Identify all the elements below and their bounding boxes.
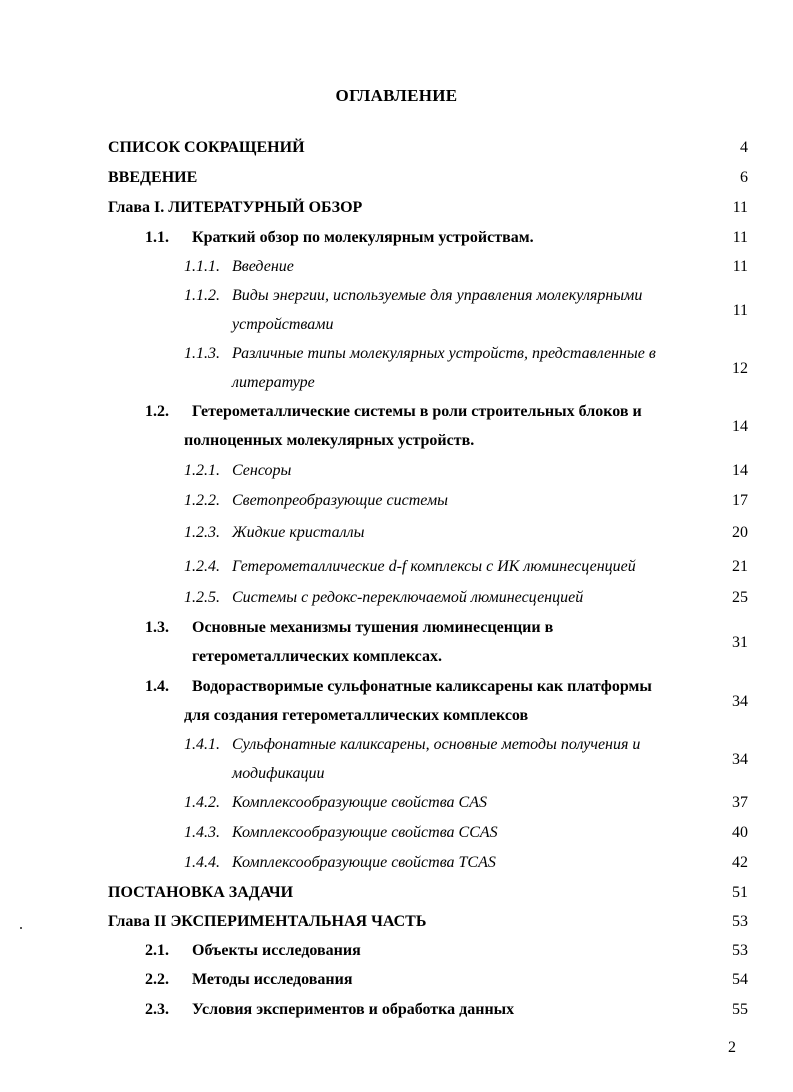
toc-entry-text: Комплексообразующие свойства CAS [232, 794, 487, 811]
toc-entry-page: 4 [740, 139, 748, 156]
toc-entry-page: 6 [740, 169, 748, 186]
toc-entry-text: Различные типы молекулярных устройств, представленные в [232, 345, 656, 362]
toc-entry-number: 1.1.1. [184, 258, 220, 275]
toc-entry-page: 51 [732, 884, 748, 901]
toc-entry-text: гетерометаллических комплексах. [192, 648, 442, 665]
toc-entry-text: модификации [232, 765, 325, 782]
toc-entry-number: 2.3. [145, 1001, 169, 1018]
page-number: 2 [728, 1039, 736, 1056]
toc-entry-page: 11 [732, 302, 748, 319]
toc-entry-text: для создания гетерометаллических комплексов [184, 707, 529, 724]
toc-entry-text: полноценных молекулярных устройств. [184, 432, 475, 449]
toc-entry-text: Гетерометаллические системы в роли строительных блоков и [192, 403, 642, 420]
toc-entry-page: 14 [732, 462, 748, 479]
toc-entry-page: 37 [732, 794, 748, 811]
toc-entry-number: 1.1. [145, 229, 169, 246]
toc-entry-text: СПИСОК СОКРАЩЕНИЙ [108, 139, 305, 156]
toc-entry-text: ВВЕДЕНИЕ [108, 169, 198, 186]
toc-entry-number: 2.2. [145, 971, 169, 988]
toc-entry-text: ПОСТАНОВКА ЗАДАЧИ [108, 884, 294, 901]
toc-entry-number: 1.2.3. [184, 524, 220, 541]
toc-entry-page: 53 [732, 942, 748, 959]
toc-entry-number: 1.2.1. [184, 462, 220, 479]
toc-entry-text: Системы с редокс-переключаемой люминесценцией [232, 589, 584, 606]
toc-entry-text: Глава I. ЛИТЕРАТУРНЫЙ ОБЗОР [108, 199, 363, 216]
toc-entry-text: Условия экспериментов и обработка данных [192, 1001, 515, 1018]
toc-entry-text: Сенсоры [232, 462, 292, 479]
toc-entry-text: литературе [232, 374, 315, 391]
toc-entry-page: 40 [732, 824, 748, 841]
toc-entry-page: 12 [732, 360, 748, 377]
toc-entry-text: Гетерометаллические d-f комплексы с ИК люминесценцией [232, 558, 636, 575]
toc-entry-text: Введение [232, 258, 294, 275]
toc-entry-page: 11 [732, 199, 748, 216]
toc-entry-number: 1.4. [145, 678, 169, 695]
toc-entry-text: Жидкие кристаллы [232, 524, 365, 541]
toc-entry-text: Краткий обзор по молекулярным устройствам. [192, 229, 534, 246]
toc-entry-text: Светопреобразующие системы [232, 492, 448, 509]
toc-entry-page: 53 [732, 913, 748, 930]
toc-entry-page: 14 [732, 418, 748, 435]
toc-entry-text: Основные механизмы тушения люминесценции в [192, 619, 554, 636]
toc-entry-text: Виды энергии, используемые для управления молекулярными [232, 287, 643, 304]
toc-entry-page: 55 [732, 1001, 748, 1018]
toc-entry-page: 20 [732, 524, 748, 541]
toc-entry-page: 11 [732, 258, 748, 275]
toc-entry-page: 54 [732, 971, 748, 988]
scan-speck [20, 927, 22, 929]
toc-entry-number: 1.4.3. [184, 824, 220, 841]
toc-entry-number: 1.1.2. [184, 287, 220, 304]
toc-entry-number: 1.4.1. [184, 736, 220, 753]
toc-entry-number: 1.2. [145, 403, 169, 420]
toc-entry-text: устройствами [232, 316, 334, 333]
toc-entry-page: 11 [732, 229, 748, 246]
toc-entry-number: 1.2.5. [184, 589, 220, 606]
toc-entry-text: Комплексообразующие свойства CCAS [232, 824, 498, 841]
toc-entry-number: 1.4.2. [184, 794, 220, 811]
toc-entry-text: Сульфонатные каликсарены, основные методы получения и [232, 736, 641, 753]
toc-entry-page: 25 [732, 589, 748, 606]
toc-entry-number: 1.2.2. [184, 492, 220, 509]
toc-entry-page: 34 [732, 751, 748, 768]
toc-entry-number: 1.4.4. [184, 854, 220, 871]
toc-entry-text: Методы исследования [192, 971, 353, 988]
toc-entry-page: 31 [732, 634, 748, 651]
toc-entry-page: 21 [732, 558, 748, 575]
toc-entry-number: 1.2.4. [184, 558, 220, 575]
toc-entry-text: Глава II ЭКСПЕРИМЕНТАЛЬНАЯ ЧАСТЬ [108, 913, 427, 930]
toc-entry-page: 34 [732, 693, 748, 710]
toc-entry-page: 17 [732, 492, 748, 509]
toc-entry-number: 1.3. [145, 619, 169, 636]
toc-entry-text: Водорастворимые сульфонатные каликсарены как платформы [192, 678, 652, 695]
toc-entry-page: 42 [732, 854, 748, 871]
toc-entry-number: 2.1. [145, 942, 169, 959]
toc-entry-text: Комплексообразующие свойства TCAS [232, 854, 496, 871]
page-title: ОГЛАВЛЕНИЕ [335, 86, 458, 105]
toc-entry-text: Объекты исследования [192, 942, 361, 959]
toc-entry-number: 1.1.3. [184, 345, 220, 362]
